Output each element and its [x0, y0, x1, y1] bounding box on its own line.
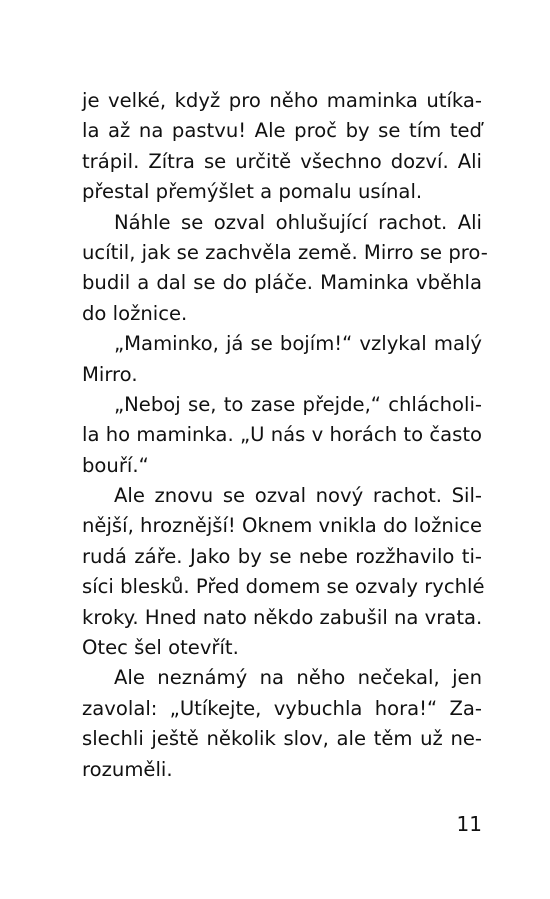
body-text — [82, 86, 488, 785]
text-line: přestal přemýšlet a pomalu usínal. — [82, 180, 423, 204]
text-line: je velké, když pro něho maminka utíka- — [82, 89, 482, 112]
text-line: „Maminko, já se bojím!“ vzlykal malý — [114, 332, 482, 356]
text-line: slechli ještě několik slov, ale těm už ne- — [82, 727, 482, 751]
paragraph — [82, 86, 482, 208]
paragraph — [82, 390, 482, 481]
text-line: nější, hroznější! Oknem vnikla do ložnice — [82, 514, 483, 538]
text-line: „Neboj se, to zase přejde,“ chlácholi- — [114, 392, 482, 416]
text-line: Mirro. — [82, 362, 138, 386]
text-line: Náhle se ozval ohlušující rachot. Ali — [114, 210, 482, 234]
text-line: trápil. Zítra se určitě všechno dozví. Ali — [82, 149, 482, 173]
text-line: rozuměli. — [82, 757, 173, 781]
text-line: Ale znovu se ozval nový rachot. Sil- — [114, 484, 482, 508]
text-line: budil a dal se do pláče. Maminka vběhla — [82, 271, 482, 295]
text-line: rudá záře. Jako by se nebe rozžhavilo ti- — [82, 544, 482, 568]
text-line: zavolal: „Utíkejte, vybuchla hora!“ Za- — [82, 696, 482, 720]
page-number: 11 — [456, 812, 482, 836]
text-line: la až na pastvu! Ale proč by se tím teď — [82, 119, 482, 143]
text-line: Ale neznámý na něho nečekal, jen — [114, 666, 482, 690]
text-line: síci blesků. Před domem se ozvaly rychlé — [82, 575, 485, 599]
text-line: do ložnice. — [82, 301, 188, 325]
text-line: la ho maminka. „U nás v horách to často — [82, 423, 482, 447]
text-line: ucítil, jak se zachvěla země. Mirro se pro- — [82, 240, 488, 264]
text-line: bouří.“ — [82, 453, 149, 477]
paragraph — [82, 481, 485, 663]
text-line: kroky. Hned nato někdo zabušil na vrata. — [82, 605, 483, 629]
text-line: Otec šel otevřít. — [82, 636, 239, 660]
paragraph — [82, 663, 482, 785]
paragraph — [82, 208, 488, 330]
paragraph — [82, 329, 482, 390]
